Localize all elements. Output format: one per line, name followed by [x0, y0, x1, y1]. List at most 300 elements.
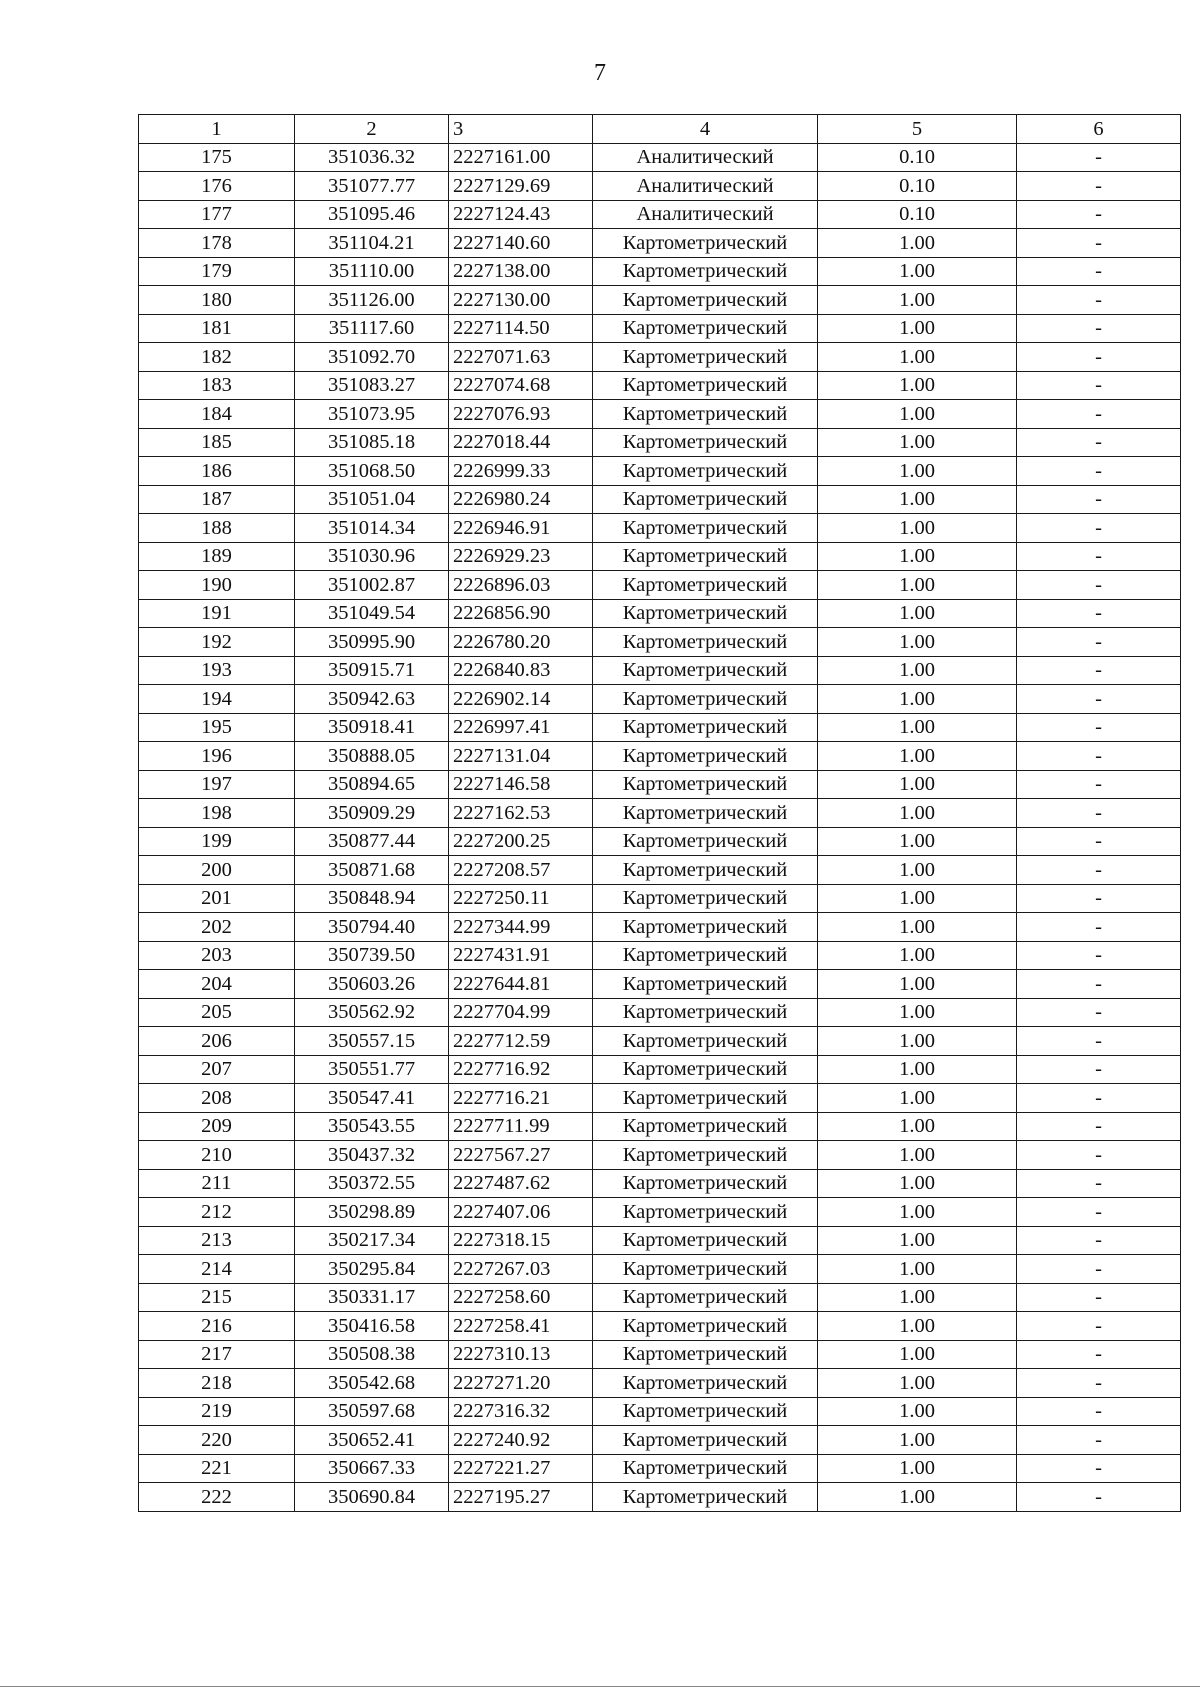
method-cell: Картометрический — [593, 571, 818, 600]
table-row — [139, 1454, 1181, 1483]
note-cell: - — [1017, 1055, 1181, 1084]
x-coordinate-cell: 350331.17 — [295, 1283, 449, 1312]
method-cell: Картометрический — [593, 913, 818, 942]
point-number-cell: 196 — [139, 742, 295, 771]
table-row — [139, 628, 1181, 657]
accuracy-cell: 1.00 — [818, 799, 1017, 828]
note-cell: - — [1017, 1397, 1181, 1426]
point-number-cell: 205 — [139, 998, 295, 1027]
note-cell: - — [1017, 628, 1181, 657]
y-coordinate-cell: 2226856.90 — [449, 599, 593, 628]
note-cell: - — [1017, 428, 1181, 457]
method-cell: Картометрический — [593, 1397, 818, 1426]
accuracy-cell: 1.00 — [818, 257, 1017, 286]
table-row — [139, 884, 1181, 913]
x-coordinate-cell: 351002.87 — [295, 571, 449, 600]
method-cell: Картометрический — [593, 770, 818, 799]
accuracy-cell: 1.00 — [818, 1084, 1017, 1113]
x-coordinate-cell: 350295.84 — [295, 1255, 449, 1284]
method-cell: Картометрический — [593, 314, 818, 343]
note-cell: - — [1017, 941, 1181, 970]
table-row — [139, 1112, 1181, 1141]
method-cell: Картометрический — [593, 1226, 818, 1255]
accuracy-cell: 1.00 — [818, 1397, 1017, 1426]
y-coordinate-cell: 2227318.15 — [449, 1226, 593, 1255]
accuracy-cell: 1.00 — [818, 1226, 1017, 1255]
note-cell: - — [1017, 656, 1181, 685]
x-coordinate-cell: 350437.32 — [295, 1141, 449, 1170]
method-cell: Картометрический — [593, 1426, 818, 1455]
x-coordinate-cell: 350888.05 — [295, 742, 449, 771]
table-header-row — [139, 115, 1181, 144]
y-coordinate-cell: 2227200.25 — [449, 827, 593, 856]
note-cell: - — [1017, 1426, 1181, 1455]
accuracy-cell: 1.00 — [818, 1027, 1017, 1056]
accuracy-cell: 1.00 — [818, 457, 1017, 486]
y-coordinate-cell: 2227140.60 — [449, 229, 593, 258]
x-coordinate-cell: 350848.94 — [295, 884, 449, 913]
method-cell: Картометрический — [593, 229, 818, 258]
x-coordinate-cell: 350562.92 — [295, 998, 449, 1027]
point-number-cell: 219 — [139, 1397, 295, 1426]
column-header-4: 4 — [593, 115, 818, 144]
note-cell: - — [1017, 970, 1181, 999]
method-cell: Картометрический — [593, 286, 818, 315]
x-coordinate-cell: 350372.55 — [295, 1169, 449, 1198]
table-row — [139, 400, 1181, 429]
point-number-cell: 213 — [139, 1226, 295, 1255]
note-cell: - — [1017, 1226, 1181, 1255]
point-number-cell: 214 — [139, 1255, 295, 1284]
x-coordinate-cell: 350416.58 — [295, 1312, 449, 1341]
table-row — [139, 1141, 1181, 1170]
y-coordinate-cell: 2227716.92 — [449, 1055, 593, 1084]
table-row — [139, 172, 1181, 201]
note-cell: - — [1017, 400, 1181, 429]
point-number-cell: 175 — [139, 143, 295, 172]
y-coordinate-cell: 2227704.99 — [449, 998, 593, 1027]
y-coordinate-cell: 2227130.00 — [449, 286, 593, 315]
point-number-cell: 195 — [139, 713, 295, 742]
x-coordinate-cell: 351083.27 — [295, 371, 449, 400]
note-cell: - — [1017, 1454, 1181, 1483]
y-coordinate-cell: 2227344.99 — [449, 913, 593, 942]
point-number-cell: 184 — [139, 400, 295, 429]
point-number-cell: 220 — [139, 1426, 295, 1455]
x-coordinate-cell: 350551.77 — [295, 1055, 449, 1084]
column-header-1: 1 — [139, 115, 295, 144]
x-coordinate-cell: 351095.46 — [295, 200, 449, 229]
method-cell: Картометрический — [593, 485, 818, 514]
y-coordinate-cell: 2227129.69 — [449, 172, 593, 201]
table-row — [139, 200, 1181, 229]
method-cell: Картометрический — [593, 799, 818, 828]
point-number-cell: 204 — [139, 970, 295, 999]
note-cell: - — [1017, 1483, 1181, 1512]
y-coordinate-cell: 2227567.27 — [449, 1141, 593, 1170]
method-cell: Картометрический — [593, 343, 818, 372]
point-number-cell: 201 — [139, 884, 295, 913]
table-row — [139, 799, 1181, 828]
y-coordinate-cell: 2227258.41 — [449, 1312, 593, 1341]
method-cell: Картометрический — [593, 257, 818, 286]
y-coordinate-cell: 2226997.41 — [449, 713, 593, 742]
point-number-cell: 186 — [139, 457, 295, 486]
method-cell: Картометрический — [593, 1312, 818, 1341]
table-row — [139, 542, 1181, 571]
point-number-cell: 216 — [139, 1312, 295, 1341]
accuracy-cell: 1.00 — [818, 286, 1017, 315]
accuracy-cell: 1.00 — [818, 1169, 1017, 1198]
method-cell: Картометрический — [593, 599, 818, 628]
point-number-cell: 177 — [139, 200, 295, 229]
table-row — [139, 1255, 1181, 1284]
accuracy-cell: 1.00 — [818, 314, 1017, 343]
y-coordinate-cell: 2227644.81 — [449, 970, 593, 999]
y-coordinate-cell: 2227407.06 — [449, 1198, 593, 1227]
y-coordinate-cell: 2227716.21 — [449, 1084, 593, 1113]
table-row — [139, 713, 1181, 742]
note-cell: - — [1017, 200, 1181, 229]
table-row — [139, 229, 1181, 258]
coordinates-table — [138, 114, 1181, 1512]
point-number-cell: 222 — [139, 1483, 295, 1512]
x-coordinate-cell: 350542.68 — [295, 1369, 449, 1398]
accuracy-cell: 1.00 — [818, 571, 1017, 600]
table-row — [139, 514, 1181, 543]
table-row — [139, 856, 1181, 885]
accuracy-cell: 1.00 — [818, 742, 1017, 771]
method-cell: Картометрический — [593, 1340, 818, 1369]
y-coordinate-cell: 2227146.58 — [449, 770, 593, 799]
note-cell: - — [1017, 1112, 1181, 1141]
note-cell: - — [1017, 143, 1181, 172]
point-number-cell: 197 — [139, 770, 295, 799]
y-coordinate-cell: 2227487.62 — [449, 1169, 593, 1198]
point-number-cell: 203 — [139, 941, 295, 970]
accuracy-cell: 1.00 — [818, 1340, 1017, 1369]
y-coordinate-cell: 2227208.57 — [449, 856, 593, 885]
x-coordinate-cell: 350603.26 — [295, 970, 449, 999]
method-cell: Картометрический — [593, 1112, 818, 1141]
x-coordinate-cell: 350918.41 — [295, 713, 449, 742]
method-cell: Картометрический — [593, 1169, 818, 1198]
note-cell: - — [1017, 713, 1181, 742]
accuracy-cell: 1.00 — [818, 1369, 1017, 1398]
table-row — [139, 742, 1181, 771]
table-row — [139, 1426, 1181, 1455]
x-coordinate-cell: 350871.68 — [295, 856, 449, 885]
method-cell: Картометрический — [593, 1141, 818, 1170]
point-number-cell: 194 — [139, 685, 295, 714]
method-cell: Картометрический — [593, 400, 818, 429]
point-number-cell: 206 — [139, 1027, 295, 1056]
y-coordinate-cell: 2226902.14 — [449, 685, 593, 714]
accuracy-cell: 1.00 — [818, 1198, 1017, 1227]
x-coordinate-cell: 351073.95 — [295, 400, 449, 429]
x-coordinate-cell: 350543.55 — [295, 1112, 449, 1141]
page-number: 7 — [594, 60, 606, 86]
accuracy-cell: 1.00 — [818, 1312, 1017, 1341]
note-cell: - — [1017, 172, 1181, 201]
method-cell: Картометрический — [593, 371, 818, 400]
table-row — [139, 998, 1181, 1027]
y-coordinate-cell: 2227271.20 — [449, 1369, 593, 1398]
method-cell: Картометрический — [593, 941, 818, 970]
y-coordinate-cell: 2227114.50 — [449, 314, 593, 343]
point-number-cell: 178 — [139, 229, 295, 258]
y-coordinate-cell: 2227316.32 — [449, 1397, 593, 1426]
method-cell: Картометрический — [593, 1369, 818, 1398]
point-number-cell: 179 — [139, 257, 295, 286]
y-coordinate-cell: 2227240.92 — [449, 1426, 593, 1455]
x-coordinate-cell: 351068.50 — [295, 457, 449, 486]
table-row — [139, 1483, 1181, 1512]
table-row — [139, 1397, 1181, 1426]
method-cell: Картометрический — [593, 1084, 818, 1113]
method-cell: Картометрический — [593, 1483, 818, 1512]
x-coordinate-cell: 350508.38 — [295, 1340, 449, 1369]
accuracy-cell: 1.00 — [818, 1483, 1017, 1512]
accuracy-cell: 1.00 — [818, 998, 1017, 1027]
method-cell: Картометрический — [593, 1055, 818, 1084]
accuracy-cell: 1.00 — [818, 970, 1017, 999]
y-coordinate-cell: 2227258.60 — [449, 1283, 593, 1312]
table-row — [139, 428, 1181, 457]
table-row — [139, 143, 1181, 172]
accuracy-cell: 1.00 — [818, 713, 1017, 742]
accuracy-cell: 1.00 — [818, 485, 1017, 514]
method-cell: Картометрический — [593, 685, 818, 714]
accuracy-cell: 1.00 — [818, 1454, 1017, 1483]
x-coordinate-cell: 350217.34 — [295, 1226, 449, 1255]
table-row — [139, 941, 1181, 970]
table-row — [139, 314, 1181, 343]
accuracy-cell: 1.00 — [818, 884, 1017, 913]
method-cell: Картометрический — [593, 713, 818, 742]
x-coordinate-cell: 350652.41 — [295, 1426, 449, 1455]
x-coordinate-cell: 351085.18 — [295, 428, 449, 457]
note-cell: - — [1017, 770, 1181, 799]
accuracy-cell: 1.00 — [818, 343, 1017, 372]
note-cell: - — [1017, 314, 1181, 343]
table-row — [139, 656, 1181, 685]
method-cell: Картометрический — [593, 827, 818, 856]
x-coordinate-cell: 350877.44 — [295, 827, 449, 856]
point-number-cell: 211 — [139, 1169, 295, 1198]
table-row — [139, 913, 1181, 942]
point-number-cell: 176 — [139, 172, 295, 201]
point-number-cell: 190 — [139, 571, 295, 600]
method-cell: Картометрический — [593, 428, 818, 457]
accuracy-cell: 1.00 — [818, 229, 1017, 258]
point-number-cell: 180 — [139, 286, 295, 315]
accuracy-cell: 1.00 — [818, 628, 1017, 657]
y-coordinate-cell: 2226896.03 — [449, 571, 593, 600]
y-coordinate-cell: 2227076.93 — [449, 400, 593, 429]
table-row — [139, 1312, 1181, 1341]
x-coordinate-cell: 351110.00 — [295, 257, 449, 286]
note-cell: - — [1017, 856, 1181, 885]
x-coordinate-cell: 350942.63 — [295, 685, 449, 714]
table-row — [139, 485, 1181, 514]
accuracy-cell: 1.00 — [818, 856, 1017, 885]
accuracy-cell: 1.00 — [818, 941, 1017, 970]
x-coordinate-cell: 350667.33 — [295, 1454, 449, 1483]
note-cell: - — [1017, 1340, 1181, 1369]
method-cell: Аналитический — [593, 200, 818, 229]
y-coordinate-cell: 2227711.99 — [449, 1112, 593, 1141]
accuracy-cell: 0.10 — [818, 143, 1017, 172]
note-cell: - — [1017, 1312, 1181, 1341]
accuracy-cell: 1.00 — [818, 827, 1017, 856]
x-coordinate-cell: 350894.65 — [295, 770, 449, 799]
point-number-cell: 221 — [139, 1454, 295, 1483]
table-row — [139, 1055, 1181, 1084]
point-number-cell: 199 — [139, 827, 295, 856]
note-cell: - — [1017, 1198, 1181, 1227]
point-number-cell: 192 — [139, 628, 295, 657]
point-number-cell: 185 — [139, 428, 295, 457]
x-coordinate-cell: 351126.00 — [295, 286, 449, 315]
y-coordinate-cell: 2226840.83 — [449, 656, 593, 685]
method-cell: Картометрический — [593, 1255, 818, 1284]
note-cell: - — [1017, 1141, 1181, 1170]
note-cell: - — [1017, 1255, 1181, 1284]
table-row — [139, 343, 1181, 372]
accuracy-cell: 1.00 — [818, 1283, 1017, 1312]
y-coordinate-cell: 2226980.24 — [449, 485, 593, 514]
page-bottom-rule — [0, 1686, 1200, 1687]
column-header-2: 2 — [295, 115, 449, 144]
y-coordinate-cell: 2227267.03 — [449, 1255, 593, 1284]
x-coordinate-cell: 351030.96 — [295, 542, 449, 571]
point-number-cell: 202 — [139, 913, 295, 942]
x-coordinate-cell: 351104.21 — [295, 229, 449, 258]
note-cell: - — [1017, 343, 1181, 372]
x-coordinate-cell: 350547.41 — [295, 1084, 449, 1113]
table-row — [139, 1169, 1181, 1198]
method-cell: Картометрический — [593, 884, 818, 913]
table-header — [139, 115, 1181, 144]
note-cell: - — [1017, 599, 1181, 628]
method-cell: Картометрический — [593, 656, 818, 685]
note-cell: - — [1017, 229, 1181, 258]
x-coordinate-cell: 351014.34 — [295, 514, 449, 543]
accuracy-cell: 0.10 — [818, 172, 1017, 201]
method-cell: Картометрический — [593, 1198, 818, 1227]
y-coordinate-cell: 2227431.91 — [449, 941, 593, 970]
table-body — [139, 143, 1181, 1511]
note-cell: - — [1017, 1369, 1181, 1398]
accuracy-cell: 1.00 — [818, 913, 1017, 942]
point-number-cell: 217 — [139, 1340, 295, 1369]
x-coordinate-cell: 350995.90 — [295, 628, 449, 657]
note-cell: - — [1017, 913, 1181, 942]
y-coordinate-cell: 2227712.59 — [449, 1027, 593, 1056]
table-row — [139, 1283, 1181, 1312]
note-cell: - — [1017, 1084, 1181, 1113]
accuracy-cell: 1.00 — [818, 542, 1017, 571]
method-cell: Картометрический — [593, 1283, 818, 1312]
y-coordinate-cell: 2227074.68 — [449, 371, 593, 400]
method-cell: Картометрический — [593, 457, 818, 486]
x-coordinate-cell: 350915.71 — [295, 656, 449, 685]
method-cell: Картометрический — [593, 514, 818, 543]
point-number-cell: 209 — [139, 1112, 295, 1141]
accuracy-cell: 1.00 — [818, 1112, 1017, 1141]
note-cell: - — [1017, 257, 1181, 286]
note-cell: - — [1017, 1027, 1181, 1056]
table-row — [139, 1027, 1181, 1056]
accuracy-cell: 1.00 — [818, 685, 1017, 714]
column-header-6: 6 — [1017, 115, 1181, 144]
method-cell: Картометрический — [593, 628, 818, 657]
table-row — [139, 257, 1181, 286]
accuracy-cell: 1.00 — [818, 514, 1017, 543]
point-number-cell: 200 — [139, 856, 295, 885]
y-coordinate-cell: 2226999.33 — [449, 457, 593, 486]
accuracy-cell: 1.00 — [818, 400, 1017, 429]
note-cell: - — [1017, 542, 1181, 571]
point-number-cell: 189 — [139, 542, 295, 571]
accuracy-cell: 1.00 — [818, 1055, 1017, 1084]
method-cell: Аналитический — [593, 172, 818, 201]
point-number-cell: 193 — [139, 656, 295, 685]
accuracy-cell: 1.00 — [818, 1426, 1017, 1455]
table-row — [139, 685, 1181, 714]
y-coordinate-cell: 2227124.43 — [449, 200, 593, 229]
method-cell: Картометрический — [593, 542, 818, 571]
note-cell: - — [1017, 286, 1181, 315]
note-cell: - — [1017, 742, 1181, 771]
y-coordinate-cell: 2227195.27 — [449, 1483, 593, 1512]
note-cell: - — [1017, 571, 1181, 600]
note-cell: - — [1017, 1283, 1181, 1312]
point-number-cell: 198 — [139, 799, 295, 828]
x-coordinate-cell: 350298.89 — [295, 1198, 449, 1227]
point-number-cell: 208 — [139, 1084, 295, 1113]
point-number-cell: 215 — [139, 1283, 295, 1312]
column-header-3: 3 — [449, 115, 593, 144]
point-number-cell: 187 — [139, 485, 295, 514]
table-row — [139, 770, 1181, 799]
point-number-cell: 191 — [139, 599, 295, 628]
note-cell: - — [1017, 457, 1181, 486]
accuracy-cell: 1.00 — [818, 599, 1017, 628]
y-coordinate-cell: 2227071.63 — [449, 343, 593, 372]
y-coordinate-cell: 2227131.04 — [449, 742, 593, 771]
table-row — [139, 1198, 1181, 1227]
y-coordinate-cell: 2227161.00 — [449, 143, 593, 172]
method-cell: Картометрический — [593, 1454, 818, 1483]
note-cell: - — [1017, 1169, 1181, 1198]
accuracy-cell: 1.00 — [818, 1255, 1017, 1284]
point-number-cell: 181 — [139, 314, 295, 343]
accuracy-cell: 1.00 — [818, 1141, 1017, 1170]
table-row — [139, 1340, 1181, 1369]
point-number-cell: 212 — [139, 1198, 295, 1227]
table-row — [139, 1084, 1181, 1113]
accuracy-cell: 1.00 — [818, 428, 1017, 457]
note-cell: - — [1017, 485, 1181, 514]
point-number-cell: 218 — [139, 1369, 295, 1398]
x-coordinate-cell: 350739.50 — [295, 941, 449, 970]
table-row — [139, 599, 1181, 628]
y-coordinate-cell: 2226946.91 — [449, 514, 593, 543]
y-coordinate-cell: 2226929.23 — [449, 542, 593, 571]
point-number-cell: 183 — [139, 371, 295, 400]
